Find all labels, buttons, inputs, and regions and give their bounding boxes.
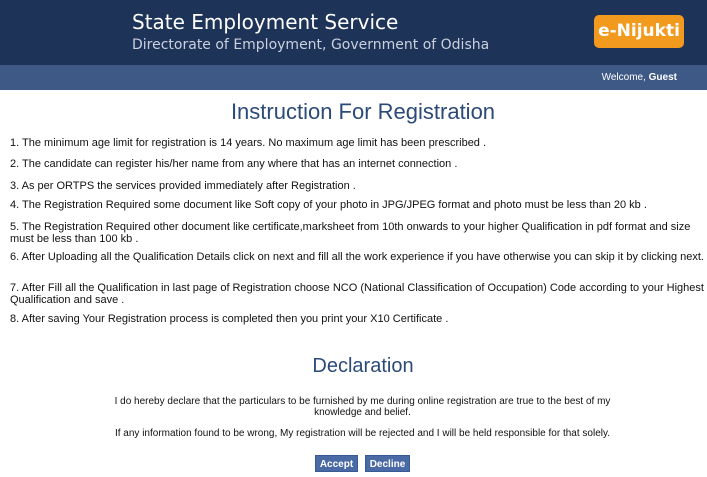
welcome-message: [602, 72, 677, 83]
declaration-text: I do hereby declare that the particulars to be furnished by me during online registration are true to the best of my knowledge and belief.: [114, 396, 611, 418]
instruction-item: 4. The Registration Required some document like Soft copy of your photo in JPG/JPEG format and photo must be less than 20 kb .: [10, 199, 647, 211]
instruction-item: 7. After Fill all the Qualification in last page of Registration choose NCO (National Classification of Occupation) Code according to your Highest Qualification and save .: [10, 282, 704, 306]
decline-button[interactable]: Decline: [365, 455, 410, 472]
declaration-warning-text: If any information found to be wrong, My registration will be rejected and I will be held responsible for that solely.: [114, 428, 611, 439]
welcome-bar: [0, 65, 707, 90]
site-title: State Employment Service: [132, 10, 399, 34]
e-nijukti-logo[interactable]: e-Nijukti: [594, 15, 684, 48]
instruction-item: 1. The minimum age limit for registration is 14 years. No maximum age limit has been prescribed .: [10, 137, 487, 149]
site-header: [0, 0, 707, 65]
page-title: Instruction For Registration: [230, 99, 496, 124]
site-subtitle: Directorate of Employment, Government of Odisha: [132, 37, 490, 53]
instruction-item: 8. After saving Your Registration process is completed then you print your X10 Certificate .: [10, 313, 449, 325]
declaration-title: Declaration: [312, 355, 414, 377]
instruction-item: 3. As per ORTPS the services provided immediately after Registration .: [10, 180, 356, 192]
instruction-item: 6. After Uploading all the Qualification Details click on next and fill all the work experience if you have otherwise you can skip it by clicking next.: [10, 251, 704, 263]
welcome-user: Guest: [648, 72, 677, 83]
welcome-prefix: Welcome,: [601, 72, 646, 83]
instruction-item: 2. The candidate can register his/her name from any where that has an internet connection .: [10, 158, 458, 170]
instruction-item: 5. The Registration Required other document like certificate,marksheet from 10th onwards to your higher Qualification in pdf format and size must be less than 100 kb .: [10, 221, 691, 245]
accept-button[interactable]: Accept: [315, 455, 358, 472]
